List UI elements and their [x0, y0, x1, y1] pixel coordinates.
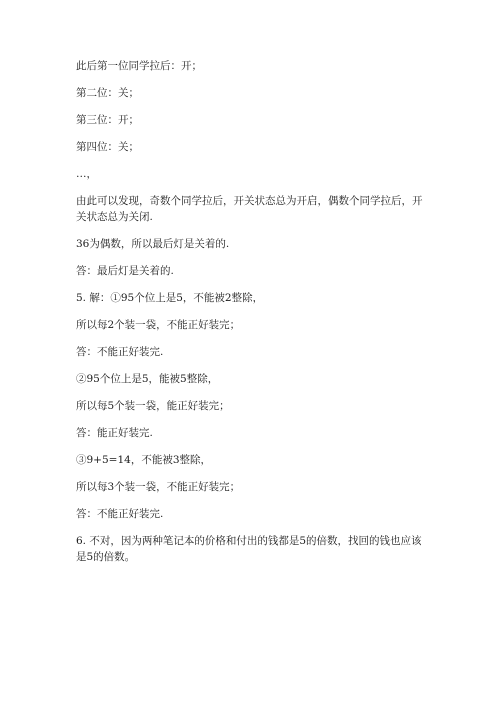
text-line-16: 所以每3个装一袋，不能正好装完；	[76, 481, 241, 493]
text-line-3: 第三位：开；	[76, 114, 139, 126]
problem-5-heading: 5. 解：①95个位上是5，不能被2整除，	[76, 292, 264, 304]
text-line-10: 所以每2个装一袋，不能正好装完；	[76, 319, 241, 331]
text-line-1: 此后第一位同学拉后：开；	[76, 60, 202, 72]
text-line-4: 第四位：关；	[76, 141, 139, 153]
answer-line-2: 答：不能正好装完.	[76, 346, 164, 358]
answer-line-3: 答：能正好装完.	[76, 427, 153, 439]
problem-6-paragraph: 6. 不对，因为两种笔记本的价格和付出的钱都是5的倍数，找回的钱也应该是5的倍数。	[76, 535, 422, 563]
answer-line-1: 答：最后灯是关着的.	[76, 265, 174, 277]
document-body	[76, 58, 426, 565]
text-line-13: 所以每5个装一袋，能正好装完；	[76, 400, 230, 412]
text-line-12: ②95个位上是5，能被5整除，	[76, 373, 219, 385]
text-line-5: …，	[76, 168, 97, 180]
text-paragraph-observation: 由此可以发现，奇数个同学拉后，开关状态总为开启，偶数个同学拉后，开关状态总为关闭.	[76, 195, 423, 223]
answer-line-4: 答：不能正好装完.	[76, 508, 164, 520]
text-line-2: 第二位：关；	[76, 87, 139, 99]
text-line-7: 36为偶数，所以最后灯是关着的.	[76, 238, 230, 250]
text-line-15: ③9+5=14，不能被3整除，	[76, 454, 211, 466]
